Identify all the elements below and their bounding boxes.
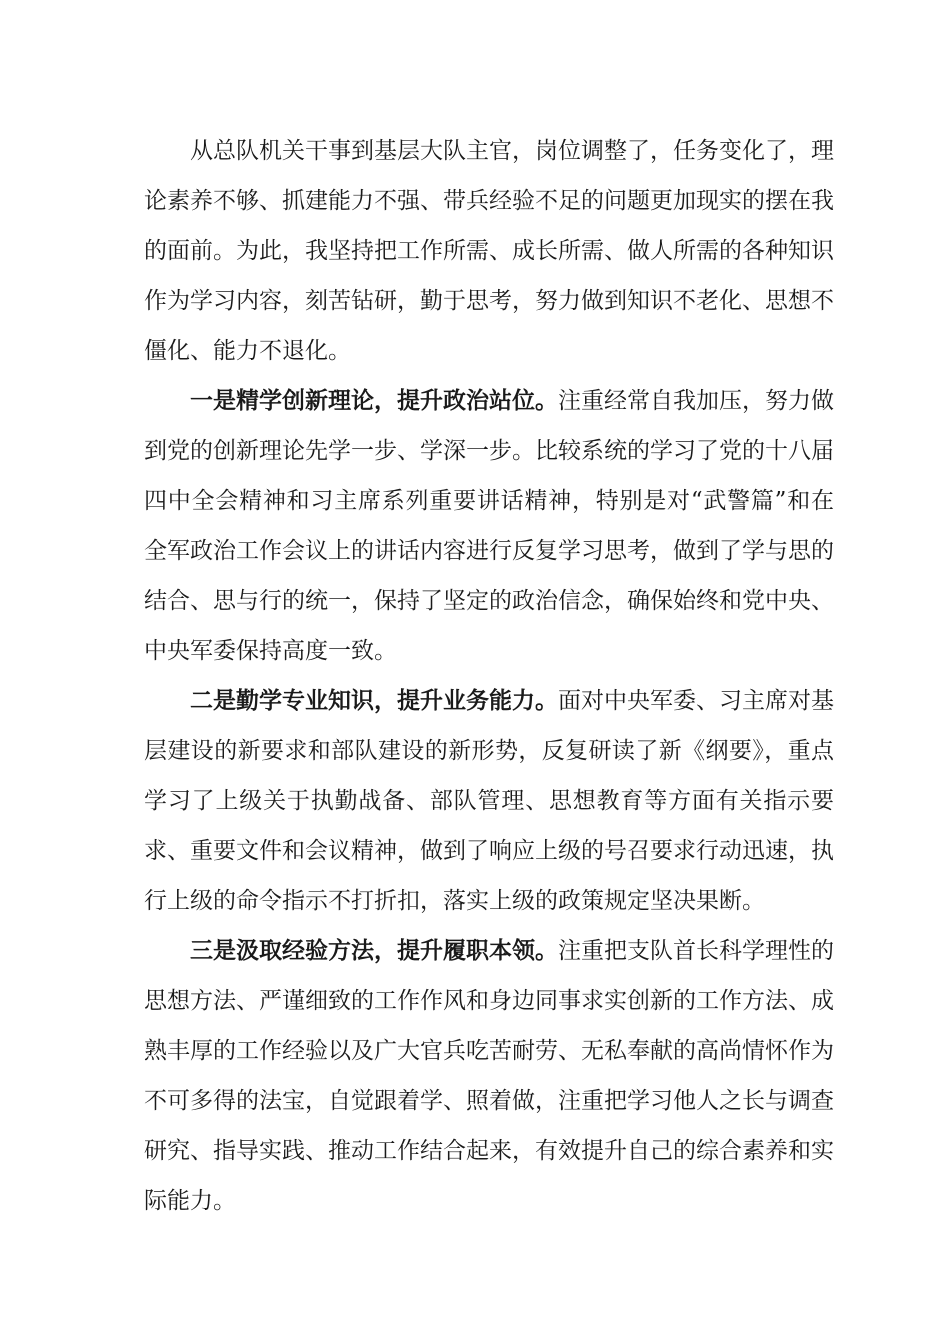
paragraph-intro	[144, 126, 834, 376]
document-body	[144, 126, 834, 1226]
paragraph-text: 注重经常自我加压，努力做到党的创新理论先学一步、学深一步。比较系统的学习了党的十八届四中全会精神和习主席系列重要讲话精神，特别是对“武警篇”和在全军政治工作会议上的讲话内容进行反复学习思考，做到了学与思的结合、思与行的统一，保持了坚定的政治信念，确保始终和党中央、中央军委保持高度一致。	[144, 388, 834, 664]
paragraph-lead: 一是精学创新理论，提升政治站位。	[190, 387, 558, 414]
paragraph-text: 面对中央军委、习主席对基层建设的新要求和部队建设的新形势，反复研读了新《纲要》，重点学习了上级关于执勤战备、部队管理、思想教育等方面有关指示要求、重要文件和会议精神，做到了响应上级的号召要求行动迅速，执行上级的命令指示不打折扣，落实上级的政策规定坚决果断。	[144, 688, 834, 914]
paragraph-point-1	[144, 376, 834, 676]
paragraph-point-2	[144, 676, 834, 926]
paragraph-text: 注重把支队首长科学理性的思想方法、严谨细致的工作作风和身边同事求实创新的工作方法、成熟丰厚的工作经验以及广大官兵吃苦耐劳、无私奉献的高尚情怀作为不可多得的法宝，自觉跟着学、照着做，注重把学习他人之长与调查研究、指导实践、推动工作结合起来，有效提升自己的综合素养和实际能力。	[144, 938, 834, 1214]
paragraph-lead: 三是汲取经验方法，提升履职本领。	[190, 937, 558, 964]
paragraph-point-3	[144, 926, 834, 1226]
paragraph-lead: 二是勤学专业知识，提升业务能力。	[190, 687, 558, 714]
paragraph-text: 从总队机关干事到基层大队主官，岗位调整了，任务变化了，理论素养不够、抓建能力不强、带兵经验不足的问题更加现实的摆在我的面前。为此，我坚持把工作所需、成长所需、做人所需的各种知识作为学习内容，刻苦钻研，勤于思考，努力做到知识不老化、思想不僵化、能力不退化。	[144, 138, 834, 364]
